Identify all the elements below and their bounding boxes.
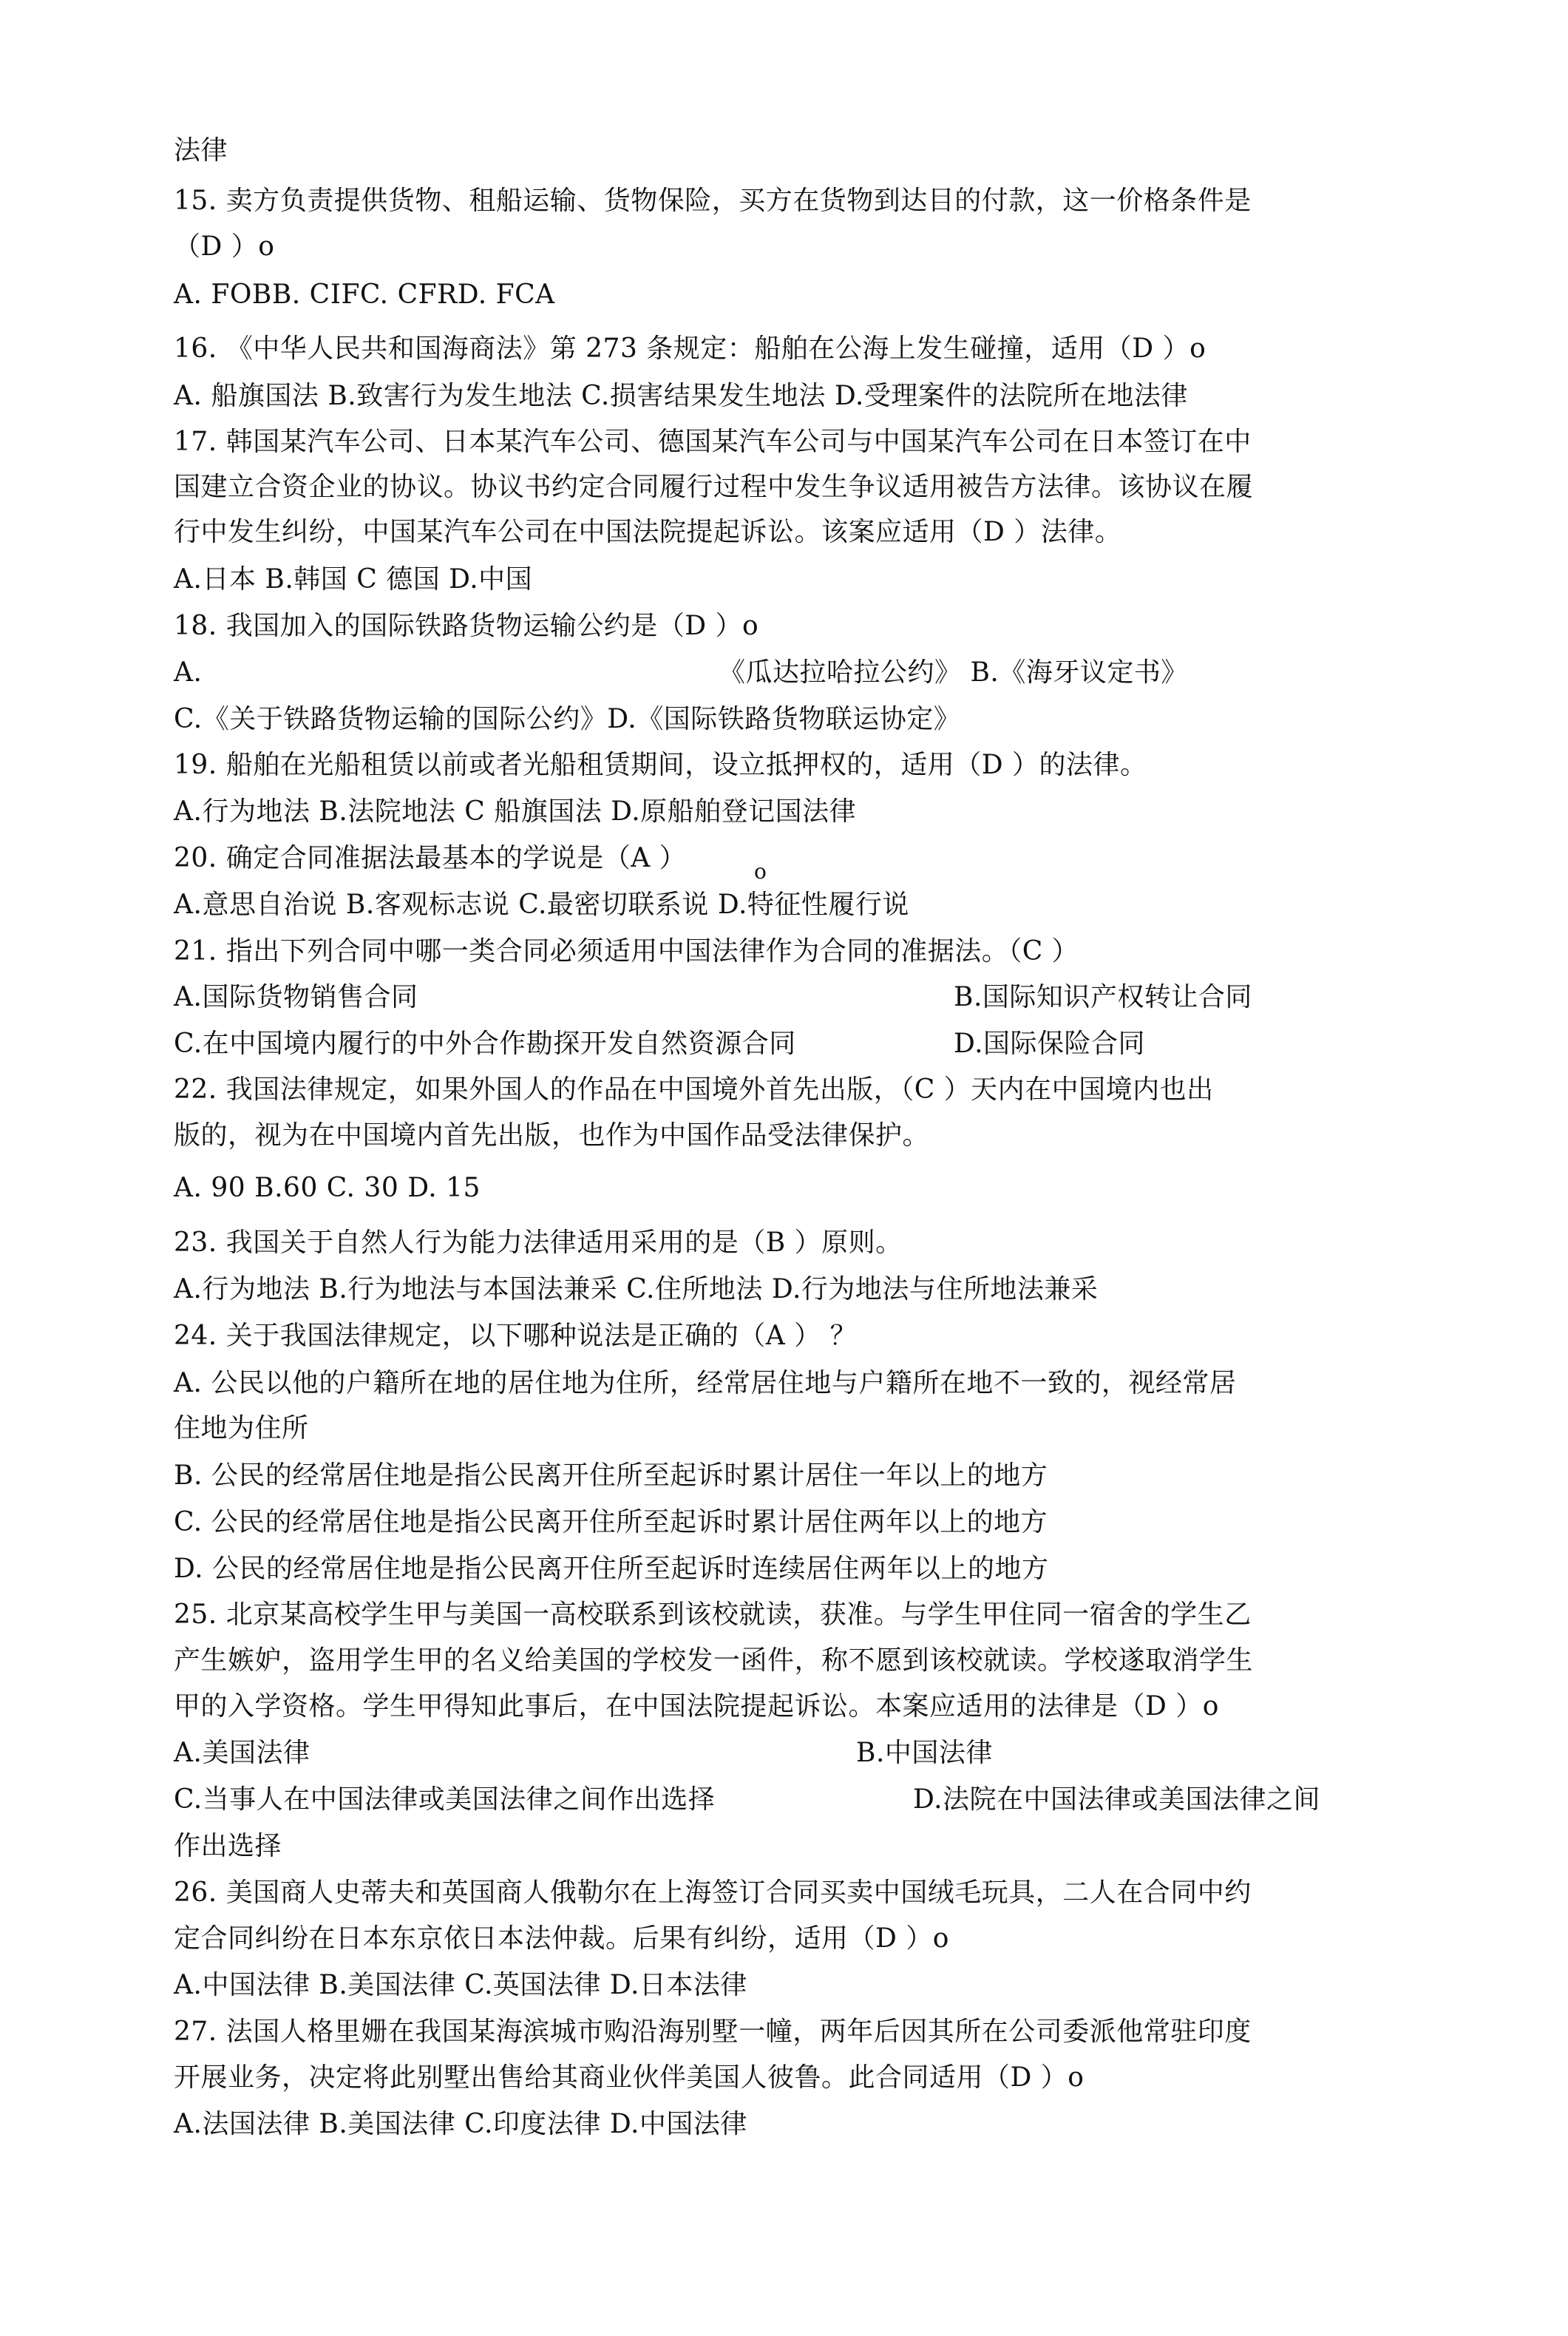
options-26: A.中国法律 B.美国法律 C.英国法律 D.日本法律 [174,1970,747,2000]
question-19: 19. 船舶在光船租赁以前或者光船租赁期间，设立抵押权的，适用（D ）的法律。 [174,750,1147,780]
text-line: （D ）o [174,231,275,262]
text-line: 开展业务，决定将此别墅出售给其商业伙伴美国人彼鲁。此合同适用（D ）o [174,2062,1085,2093]
option-25-c: C.当事人在中国法律或美国法律之间作出选择 [174,1784,716,1815]
question-22: 22. 我国法律规定，如果外国人的作品在中国境外首先出版，（C ）天内在中国境内也出 [174,1074,1214,1105]
option-25-a: A.美国法律 [174,1738,310,1768]
text-line: 法律 [174,135,228,166]
text-line: 产生嫉妒，盗用学生甲的名义给美国的学校发一函件，称不愿到该校就读。学校遂取消学生 [174,1645,1254,1676]
options-18-ab: 《瓜达拉哈拉公约》 B.《海牙议定书》 [719,657,1188,688]
options-17: A.日本 B.韩国 C 德国 D.中国 [174,564,533,595]
question-21: 21. 指出下列合同中哪一类合同必须适用中国法律作为合同的准据法。（C ） [174,936,1079,966]
question-25: 25. 北京某高校学生甲与美国一高校联系到该校就读，获准。与学生甲住同一宿舍的学生乙 [174,1599,1252,1630]
text-line: 甲的入学资格。学生甲得知此事后，在中国法院提起诉讼。本案应适用的法律是（D ）o [174,1691,1219,1721]
option-21-d: D.国际保险合同 [954,1029,1146,1059]
question-15: 15. 卖方负责提供货物、租船运输、货物保险，买方在货物到达目的付款，这一价格条件是 [174,186,1252,216]
option-24-c: C. 公民的经常居住地是指公民离开住所至起诉时累计居住两年以上的地方 [174,1507,1048,1537]
text-line: 住地为住所 [174,1413,309,1443]
option-21-b: B.国际知识产权转让合同 [954,982,1252,1012]
text-line: 定合同纠纷在日本东京依日本法仲裁。后果有纠纷，适用（D ）o [174,1923,949,1954]
option-25-d: D.法院在中国法律或美国法律之间 [913,1784,1321,1815]
question-23: 23. 我国关于自然人行为能力法律适用采用的是（B ）原则。 [174,1228,903,1258]
option-24-a: A. 公民以他的户籍所在地的居住地为住所，经常居住地与户籍所在地不一致的，视经常居 [174,1368,1237,1398]
options-22: A. 90 B.60 C. 30 D. 15 [174,1173,481,1203]
options-27: A.法国法律 B.美国法律 C.印度法律 D.中国法律 [174,2109,747,2139]
option-21-a: A.国际货物销售合同 [174,982,418,1012]
text-line: 版的，视为在中国境内首先出版，也作为中国作品受法律保护。 [174,1120,930,1151]
options-19: A.行为地法 B.法院地法 C 船旗国法 D.原船舶登记国法律 [174,796,857,827]
option-24-b: B. 公民的经常居住地是指公民离开住所至起诉时累计居住一年以上的地方 [174,1460,1048,1491]
question-27: 27. 法国人格里姗在我国某海滨城市购沿海别墅一幢，两年后因其所在公司委派他常驻印度 [174,2017,1252,2047]
options-20: A.意思自治说 B.客观标志说 C.最密切联系说 D.特征性履行说 [174,890,909,920]
text-line: 作出选择 [174,1831,282,1861]
question-20: 20. 确定合同准据法最基本的学说是（A ） [174,843,687,873]
question-16: 16. 《中华人民共和国海商法》第 273 条规定：船舶在公海上发生碰撞，适用（D ）o [174,334,1206,364]
options-23: A.行为地法 B.行为地法与本国法兼采 C.住所地法 D.行为地法与住所地法兼采 [174,1274,1099,1304]
text-line: 行中发生纠纷，中国某汽车公司在中国法院提起诉讼。该案应适用（D ）法律。 [174,517,1122,547]
text-line: o [754,859,767,884]
question-26: 26. 美国商人史蒂夫和英国商人俄勒尔在上海签订合同买卖中国绒毛玩具，二人在合同中约 [174,1878,1252,1908]
text-line: 国建立合资企业的协议。协议书约定合同履行过程中发生争议适用被告方法律。该协议在履 [174,472,1254,502]
option-21-c: C.在中国境内履行的中外合作勘探开发自然资源合同 [174,1029,796,1059]
options-18-label: A. [174,657,203,688]
question-17: 17. 韩国某汽车公司、日本某汽车公司、德国某汽车公司与中国某汽车公司在日本签订在中 [174,427,1252,457]
options-15: A. FOBB. CIFC. CFRD. FCA [174,280,555,310]
option-25-b: B.中国法律 [856,1738,993,1768]
option-24-d: D. 公民的经常居住地是指公民离开住所至起诉时连续居住两年以上的地方 [174,1554,1049,1584]
options-16: A. 船旗国法 B.致害行为发生地法 C.损害结果发生地法 D.受理案件的法院所在地法律 [174,381,1188,411]
options-18-cd: C.《关于铁路货物运输的国际公约》D.《国际铁路货物联运协定》 [174,704,961,734]
question-18: 18. 我国加入的国际铁路货物运输公约是（D ）o [174,611,759,641]
question-24: 24. 关于我国法律规定，以下哪种说法是正确的（A ） ？ [174,1321,858,1351]
